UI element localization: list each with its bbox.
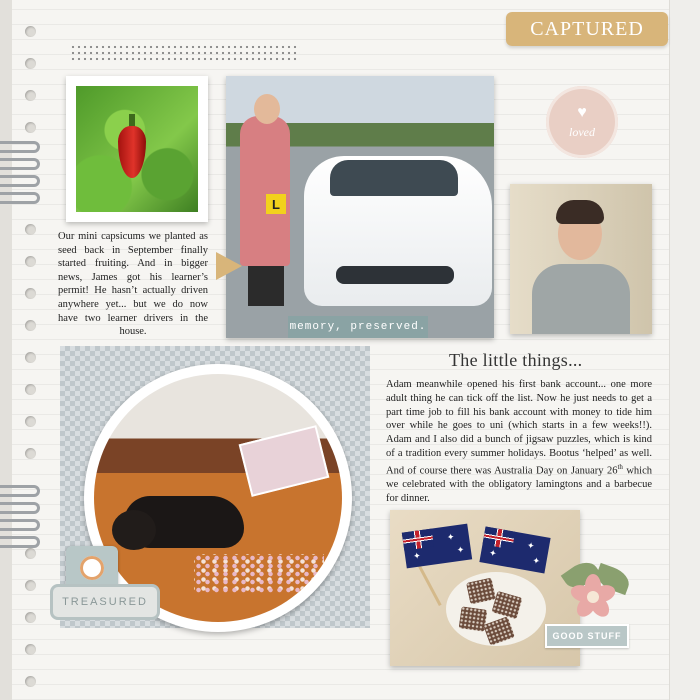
treasured-label: TREASURED [50,584,160,620]
punch-hole [25,416,36,427]
section-heading: The little things... [449,350,583,370]
binder-ring [0,175,40,187]
union-jack [402,529,434,551]
punch-hole [25,288,36,299]
punch-hole [25,224,36,235]
binder-ring [0,502,40,514]
puzzle-box [239,425,330,497]
union-jack [483,527,516,550]
good-stuff-label: GOOD STUFF [545,624,629,648]
person-james [240,116,290,266]
punch-hole [25,26,36,37]
journal-text-part2: which we celebrated with the obligatory lamingtons and a barbecue for dinner. [386,465,652,504]
captured-tag: CAPTURED [506,12,668,46]
punch-hole [25,352,36,363]
loved-label: loved [569,124,595,139]
binder-ring [0,192,40,204]
arrow-pointer-icon [216,252,242,280]
journal-body-text [386,378,652,506]
cat-head [112,510,156,550]
punch-hole [25,580,36,591]
flower-center [587,591,599,603]
capsicum-photo [66,76,208,222]
punch-hole [25,58,36,69]
page-left-edge [0,0,12,700]
binder-ring [0,141,40,153]
car-image [226,76,494,338]
binder-ring [0,536,40,548]
capsicum-image [76,86,198,212]
punch-hole [25,612,36,623]
binder-ring [0,158,40,170]
car-windscreen [330,160,458,196]
punch-hole [25,548,36,559]
punch-hole [25,256,36,267]
bank-card-photo [510,184,652,334]
punch-hole [25,90,36,101]
star-icon: ✦ [446,531,456,543]
learner-car-photo [226,76,494,338]
punch-hole [25,644,36,655]
learner-plate: L [266,194,286,214]
binder-ring [0,519,40,531]
punch-hole [25,384,36,395]
star-icon: ✦ [526,540,536,552]
australian-flag [402,524,472,569]
australian-flag [479,527,550,574]
portrait-image [510,184,652,334]
punch-hole [25,320,36,331]
star-icon: ✦ [531,555,541,567]
person-head [254,94,280,124]
journal-caption-capsicum: Our mini capsicums we planted as seed back in September finally started fruiting. And in bigger news, James got his learner’s permit! He hasn’t actually driven anywhere yet... but we do now have two learner drivers in the house. [58,231,208,338]
person-body [532,264,630,334]
flower-icon [566,570,620,624]
person-hair [556,200,604,224]
car-grill [336,266,454,284]
red-capsicum [118,126,146,178]
star-icon: ✦ [412,550,422,562]
punch-hole [25,448,36,459]
star-icon: ✦ [488,547,498,559]
ordinal-suffix: th [617,462,623,471]
dot-pattern-strip [70,44,300,62]
journal-text-part1: Adam meanwhile opened his first bank account... one more adult thing he can tick off the list. Now he just needs to get a part time job to fill his bank account with money to tide him over while he goes to uni (which starts in a few weeks!!). Adam and I also did a bunch of jigsaw puzzles, which is kind of a tradition every summer holidays. Bootus ‘helped’ as well. And of course there was Australia Day on January 26 [386,379,652,477]
camera-lens [80,556,104,580]
puzzle-pieces [194,554,324,594]
page-right-edge [669,0,700,700]
loved-badge [546,86,618,158]
binder-ring [0,485,40,497]
heart-icon: ♥ [577,103,587,121]
punch-hole [25,122,36,133]
memory-preserved-tag: memory, preserved. [288,316,428,338]
star-icon: ✦ [456,544,465,556]
punch-hole [25,676,36,687]
